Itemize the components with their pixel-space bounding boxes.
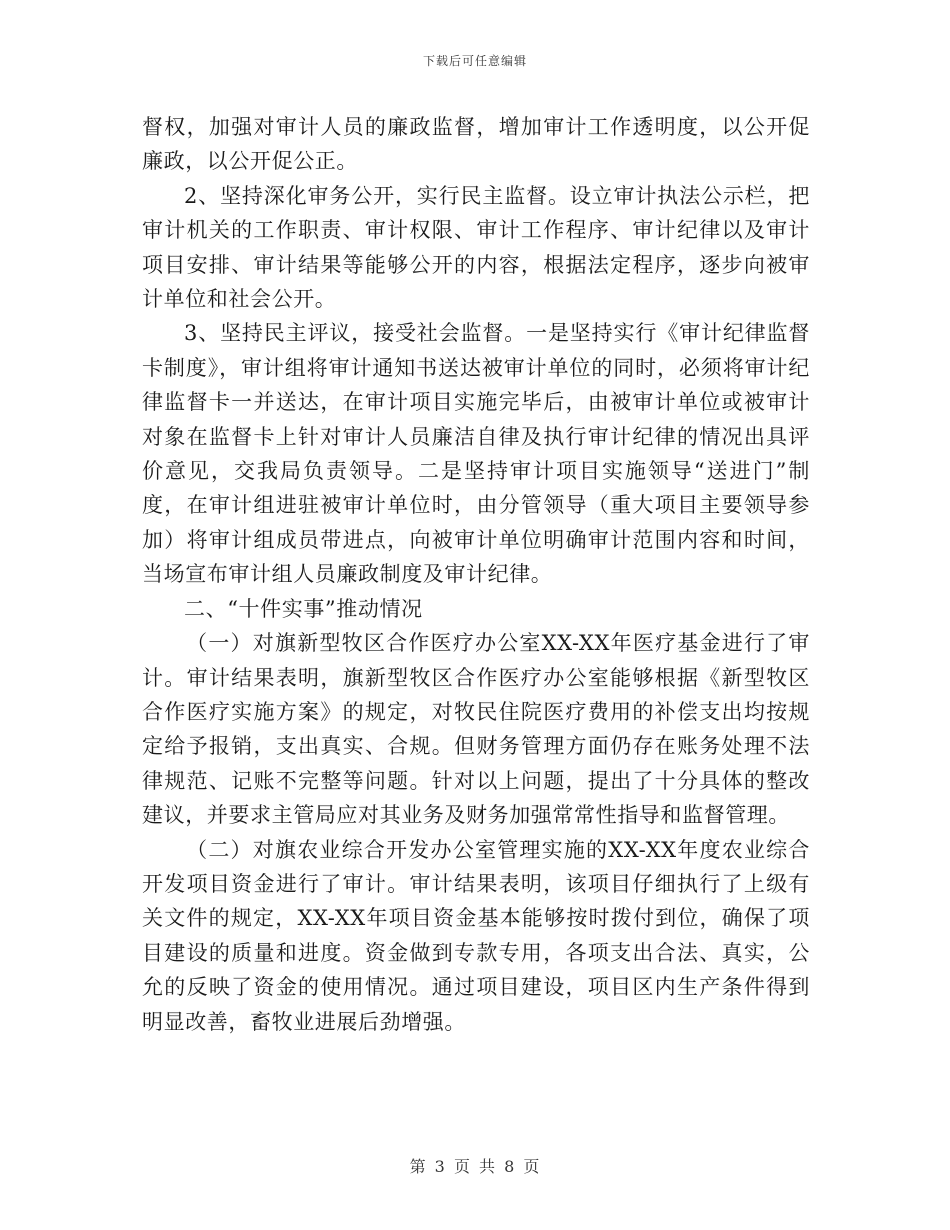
section-heading: 二、“十件实事”推动情况 — [184, 596, 423, 621]
paragraph-4: （一）对旗新型牧区合作医疗办公室XX-XX年医疗基金进行了审计。审计结果表明，旗新型牧区合作医疗办公室能够根据《新型牧区合作医疗实施方案》的规定，对牧民住院医疗费用的补偿支出均按规定给予报销，支出真实、合规。但财务管理方面仍存在账务处理不法律规范、记账不完整等问题。针对以上问题，提出了十分具体的整改建议，并要求主管局应对其业务及财务加强常常性指导和监督管理。 — [142, 631, 810, 828]
page-number: 第 3 页 共 8 页 — [409, 1157, 541, 1176]
document-body — [142, 110, 810, 1039]
paragraph-1: 督权，加强对审计人员的廉政监督，增加审计工作透明度，以公开促廉政，以公开促公正。 — [142, 115, 810, 174]
paragraph-3: 3、坚持民主评议，接受社会监督。一是坚持实行《审计纪律监督卡制度》，审计组将审计通知书送达被审计单位的同时，必须将审计纪律监督卡一并送达，在审计项目实施完毕后，由被审计单位或被审计对象在监督卡上针对审计人员廉洁自律及执行审计纪律的情况出具评价意见，交我局负责领导。二是坚持审计项目实施领导“送进门”制度，在审计组进驻被审计单位时，由分管领导（重大项目主要领导参加）将审计组成员带进点，向被审计单位明确审计范围内容和时间，当场宣布审计组人员廉政制度及审计纪律。 — [142, 321, 810, 587]
page-header: 下载后可任意编辑 — [422, 54, 527, 68]
paragraph-5: （二）对旗农业综合开发办公室管理实施的XX-XX年度农业综合开发项目资金进行了审计。审计结果表明，该项目仔细执行了上级有关文件的规定，XX-XX年项目资金基本能够按时拨付到位，确保了项目建设的质量和进度。资金做到专款专用，各项支出合法、真实，公允的反映了资金的使用情况。通过项目建设，项目区内生产条件得到明显改善，畜牧业进展后劲增强。 — [142, 837, 810, 1034]
paragraph-2: 2、坚持深化审务公开，实行民主监督。设立审计执法公示栏，把审计机关的工作职责、审计权限、审计工作程序、审计纪律以及审计项目安排、审计结果等能够公开的内容，根据法定程序，逐步向被审计单位和社会公开。 — [142, 183, 810, 312]
